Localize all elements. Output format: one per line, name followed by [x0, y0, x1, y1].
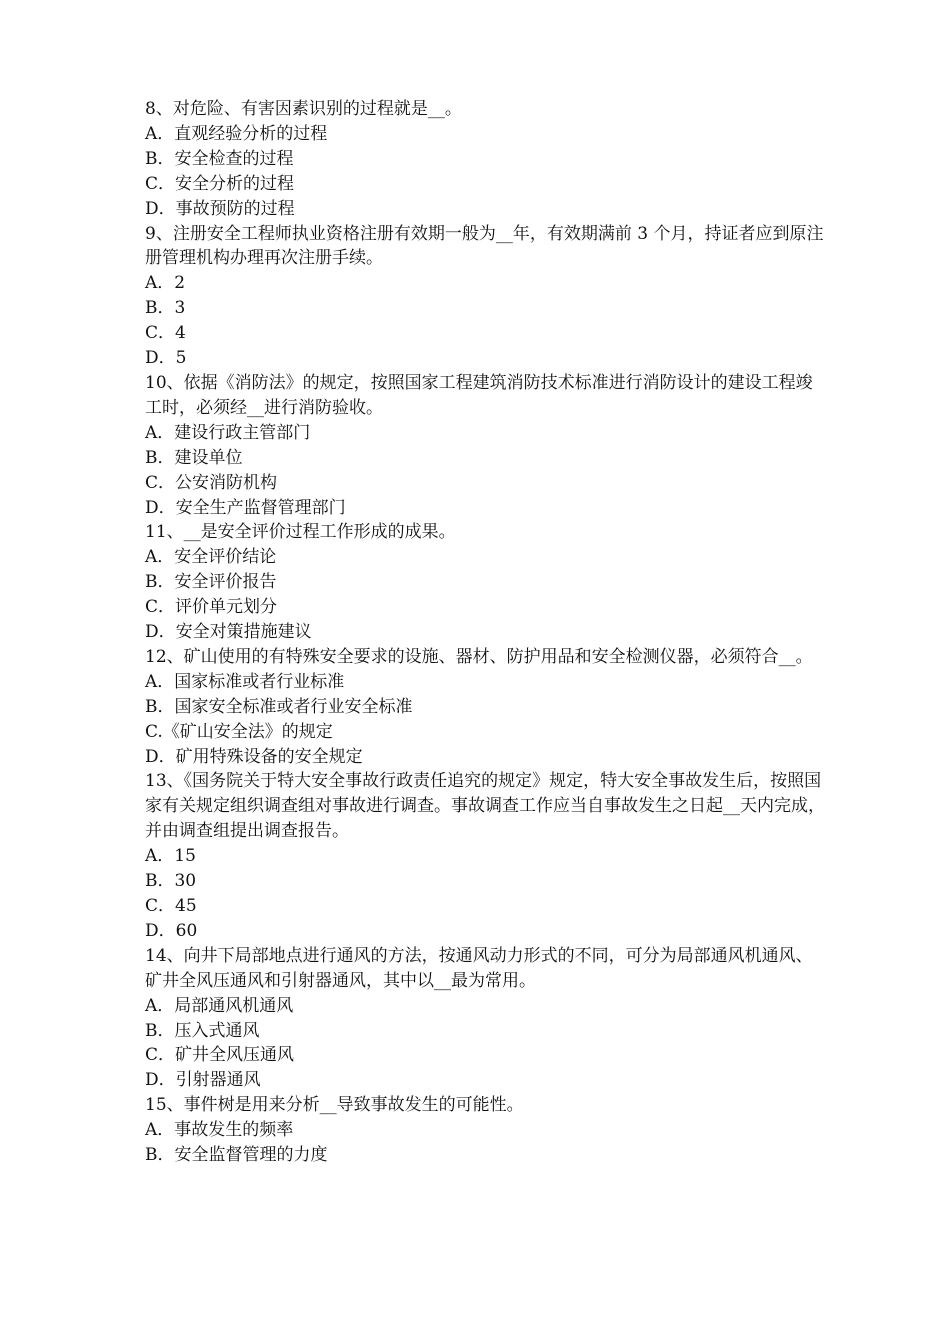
question-15 [145, 1093, 825, 1168]
document-page [145, 97, 825, 1168]
question-stem: 13、《国务院关于特大安全事故行政责任追究的规定》规定，特大安全事故发生后，按照国家有关规定组织调查组对事故进行调查。事故调查工作应当自事故发生之日起__天内完成，并由调查组提出调查报告。 [145, 771, 825, 842]
option-b: B．建设单位 [145, 447, 243, 468]
option-b: B．国家安全标准或者行业安全标准 [145, 696, 413, 717]
option-c: C．公安消防机构 [145, 472, 278, 493]
option-a: A．事故发生的频率 [145, 1120, 294, 1141]
question-10 [145, 371, 825, 520]
question-stem: 14、向井下局部地点进行通风的方法，按通风动力形式的不同，可分为局部通风机通风、矿井全风压通风和引射器通风，其中以__最为常用。 [145, 945, 813, 991]
option-c: C.《矿山安全法》的规定 [145, 721, 333, 742]
question-11 [145, 520, 825, 645]
question-stem: 12、矿山使用的有特殊安全要求的设施、器材、防护用品和安全检测仪器，必须符合__。 [145, 646, 813, 667]
option-c: C．45 [145, 896, 197, 916]
option-c: C．4 [145, 323, 186, 344]
question-stem: 15、事件树是用来分析__导致事故发生的可能性。 [145, 1095, 524, 1116]
option-c: C．安全分析的过程 [145, 173, 295, 194]
option-c: C．评价单元划分 [145, 597, 278, 618]
option-b: B．安全检查的过程 [145, 148, 294, 169]
option-a: A．国家标准或者行业标准 [145, 671, 345, 692]
question-14 [145, 944, 825, 1093]
question-13 [145, 769, 825, 943]
option-d: D．安全生产监督管理部门 [145, 497, 346, 518]
option-d: D．事故预防的过程 [145, 198, 295, 219]
option-d: D．安全对策措施建议 [145, 622, 312, 643]
option-a: A．局部通风机通风 [145, 995, 294, 1016]
option-b: B．30 [145, 871, 197, 892]
option-a: A．15 [145, 846, 196, 867]
question-stem: 10、依据《消防法》的规定，按照国家工程建筑消防技术标准进行消防设计的建设工程竣工时，必须经__进行消防验收。 [145, 372, 813, 418]
question-9 [145, 222, 825, 371]
question-8 [145, 97, 825, 222]
option-a: A．安全评价结论 [145, 547, 277, 568]
option-d: D．矿用特殊设备的安全规定 [145, 746, 363, 767]
option-d: D．5 [145, 348, 187, 369]
option-c: C．矿井全风压通风 [145, 1045, 295, 1066]
option-b: B．3 [145, 298, 186, 319]
option-a: A．2 [145, 273, 186, 294]
question-stem: 11、__是安全评价过程工作形成的成果。 [145, 522, 456, 543]
option-d: D．60 [145, 920, 198, 941]
question-stem: 8、对危险、有害因素识别的过程就是__。 [145, 99, 462, 119]
option-d: D．引射器通风 [145, 1070, 261, 1091]
option-a: A．建设行政主管部门 [145, 422, 311, 443]
option-b: B．压入式通风 [145, 1020, 260, 1041]
option-a: A．直观经验分析的过程 [145, 123, 328, 144]
option-b: B．安全监督管理的力度 [145, 1145, 328, 1166]
question-12 [145, 645, 825, 770]
question-stem: 9、注册安全工程师执业资格注册有效期一般为__年，有效期满前 3 个月，持证者应到原注册管理机构办理再次注册手续。 [145, 223, 824, 269]
option-b: B．安全评价报告 [145, 572, 277, 593]
